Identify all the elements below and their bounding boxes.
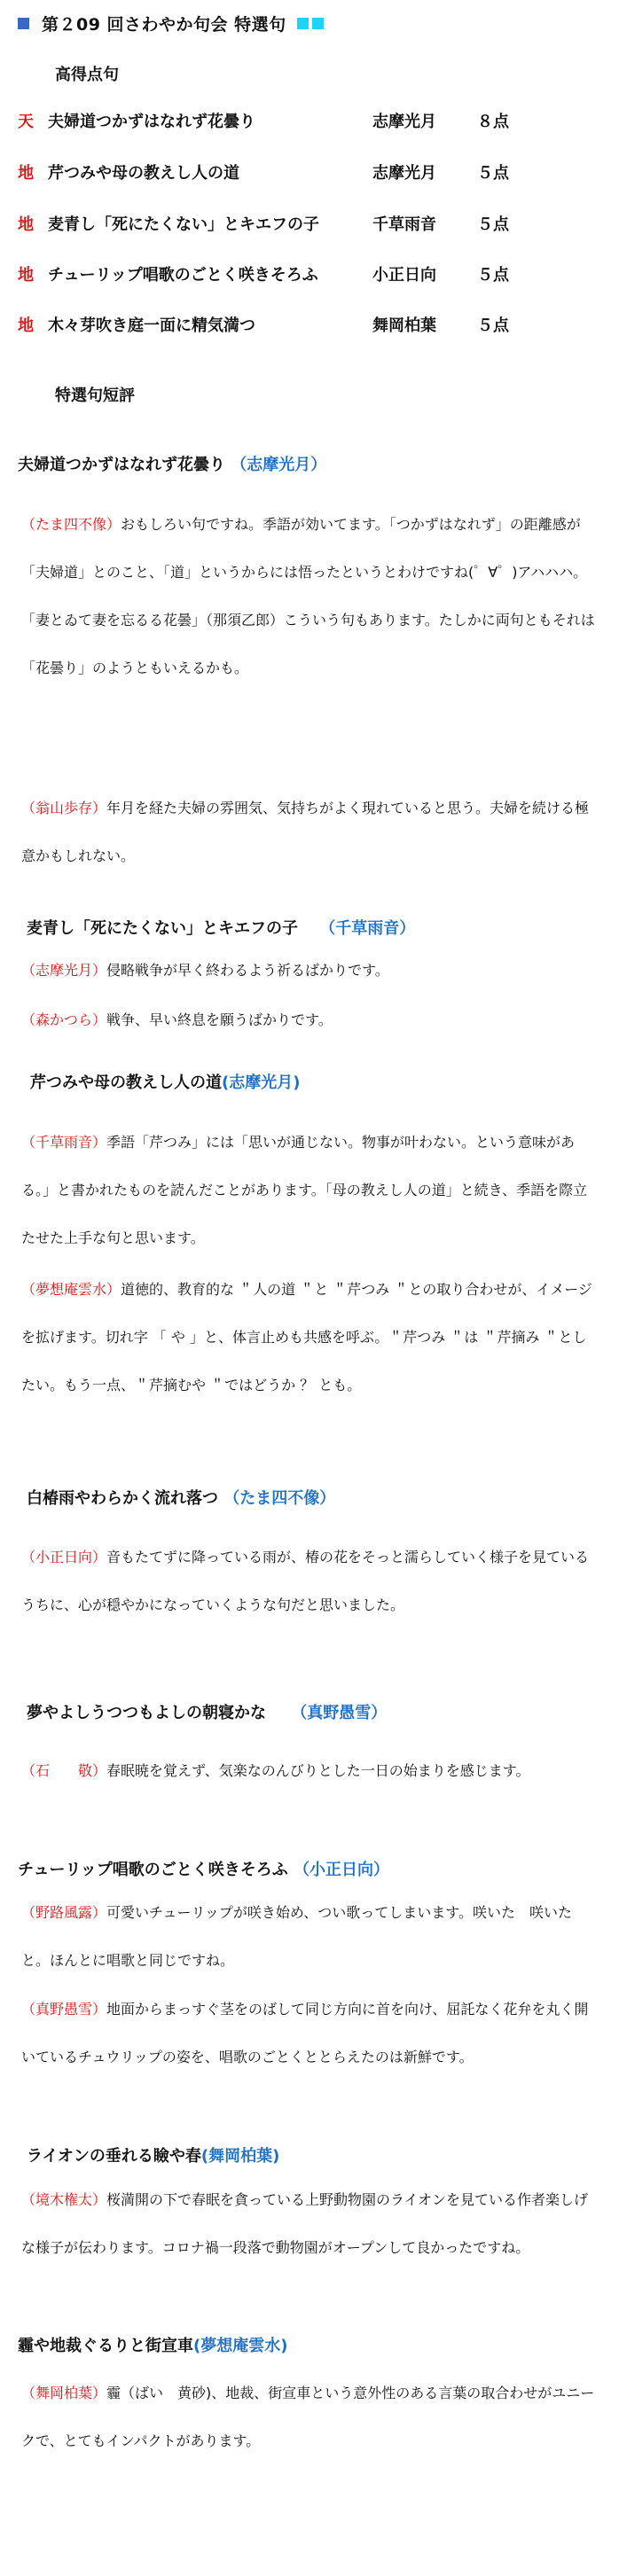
ranking-row	[18, 212, 603, 235]
rank-points: ５点	[477, 316, 509, 335]
critique-heading	[18, 452, 326, 475]
critique-heading	[18, 2333, 287, 2356]
critique-haiku: 夫婦道つかずはなれず花曇り	[18, 456, 225, 474]
comment-text: 季語「芹つみ」には「思いが通じない。物事が叶わない。という意味がある。」と書かれたものを読んだことがあります。「母の教えし人の道」と続き、季語を際立たせた上手な句と思います。	[21, 1134, 588, 1246]
critique-heading	[30, 1070, 300, 1093]
critique-poet: (志摩光月)	[222, 1073, 301, 1092]
critic-name: （たま四不像）	[21, 516, 121, 533]
critic-name: （夢想庵雲水）	[21, 1281, 121, 1298]
cyan-square-icon	[312, 18, 324, 29]
rank-mark: 地	[18, 316, 34, 335]
rank-points: ５点	[477, 164, 509, 183]
comment-paragraph	[21, 1889, 598, 1985]
critique-poet: （千草雨音）	[319, 919, 416, 938]
rank-author: 千草雨音	[372, 215, 436, 234]
critic-name: （石 敬）	[21, 1762, 107, 1779]
comment-text: 年月を経た夫婦の雰囲気、気持ちがよく現れていると思う。夫婦を続ける極意かもしれない。	[21, 800, 590, 864]
critic-name: （野路風露）	[21, 1904, 107, 1921]
rank-haiku: 麦青し「死にたくない」とキエフの子	[48, 215, 319, 234]
comment-text: 地面からまっすぐ茎をのばして同じ方向に首を向け、屈託なく花弁を丸く開いているチュウリップの姿を、唱歌のごとくととらえたのは新鮮です。	[21, 2001, 589, 2065]
critique-haiku: チューリップ唱歌のごとく咲きそろふ	[18, 1861, 288, 1879]
critique-haiku: 霾や地裁ぐるりと街宣車	[18, 2337, 193, 2355]
rank-author: 志摩光月	[372, 113, 436, 131]
rank-points: ８点	[477, 113, 509, 131]
critic-name: （翁山歩存）	[21, 800, 107, 816]
comment-paragraph	[21, 996, 598, 1044]
comment-paragraph	[21, 785, 598, 880]
comment-paragraph	[21, 1747, 598, 1795]
ranking-row	[18, 109, 603, 132]
comment-paragraph	[21, 1266, 598, 1409]
critique-haiku: 麦青し「死にたくない」とキエフの子	[27, 919, 298, 938]
comment-text: 音もたてずに降っている雨が、椿の花をそっと濡らしていく様子を見ているうちに、心が穏やかになっていくような句だと思いました。	[21, 1549, 590, 1613]
critique-poet: （志摩光月）	[231, 456, 327, 474]
comment-paragraph	[21, 1986, 598, 2081]
high-score-section-label: 高得点句	[55, 66, 119, 84]
blue-square-icon	[18, 18, 29, 29]
critic-name: （境木権太）	[21, 2191, 107, 2208]
critique-heading	[18, 1857, 389, 1880]
critic-name: （小正日向）	[21, 1549, 107, 1565]
comment-paragraph	[21, 501, 598, 692]
comment-paragraph	[21, 2369, 598, 2465]
critic-name: （千草雨音）	[21, 1134, 107, 1151]
critique-poet: （真野愚雪）	[291, 1704, 388, 1722]
comment-text: 戦争、早い終息を願うばかりです。	[106, 1011, 333, 1028]
comment-text: 霾（ばい 黄砂)、地裁、街宣車という意外性のある言葉の取合わせがユニークで、とてもインパクトがあります。	[21, 2385, 595, 2449]
ranking-row	[18, 160, 603, 183]
rank-mark: 地	[18, 215, 34, 234]
ranking-row	[18, 313, 603, 336]
critique-haiku: ライオンの垂れる瞼や春	[27, 2147, 201, 2166]
critique-heading	[27, 2143, 279, 2166]
critique-section-label: 特選句短評	[55, 386, 135, 405]
rank-haiku: チューリップ唱歌のごとく咲きそろふ	[48, 266, 318, 285]
page-title: 第２09 回さわやか句会 特選句	[42, 14, 286, 35]
critic-name: （志摩光月）	[21, 962, 107, 979]
critique-haiku: 白椿雨やわらかく流れ落つ	[27, 1489, 218, 1508]
rank-author: 志摩光月	[372, 164, 436, 183]
critic-name: （森かつら）	[21, 1011, 107, 1028]
critique-poet: (夢想庵雲水)	[193, 2337, 288, 2355]
comment-paragraph	[21, 2176, 598, 2272]
rank-author: 舞岡柏葉	[372, 316, 436, 335]
comment-text: 侵略戦争が早く終わるよう祈るばかりです。	[106, 962, 389, 979]
rank-mark: 地	[18, 266, 34, 285]
comment-text: おもしろい句ですね。季語が効いてます。「つかずはなれず」の距離感が「夫婦道」とのこと、「道」というからには悟ったというとわけですね(゜∀゜)アハハハ。「妻とゐて妻を忘るる花曇」（那須乙郎）こういう句もあります。たしかに両句ともそれは「花曇り」のようともいえるかも。	[21, 516, 595, 676]
critique-heading	[27, 1486, 335, 1509]
page-header	[18, 12, 324, 34]
comment-paragraph	[21, 1119, 598, 1262]
critique-poet: （小正日向）	[294, 1861, 390, 1879]
rank-haiku: 芹つみや母の教えし人の道	[48, 164, 239, 183]
critique-poet: (舞岡柏葉)	[200, 2147, 280, 2166]
rank-haiku: 木々芽吹き庭一面に精気満つ	[48, 316, 255, 335]
comment-text: 桜満開の下で春眠を貪っている上野動物園のライオンを見ている作者楽しげな様子が伝わります。コロナ禍一段落で動物園がオープンして良かったですね。	[21, 2191, 589, 2256]
rank-haiku: 夫婦道つかずはなれず花曇り	[48, 113, 255, 131]
rank-points: ５点	[477, 266, 509, 285]
cyan-square-icon	[297, 18, 309, 29]
comment-paragraph	[21, 947, 598, 995]
rank-author: 小正日向	[372, 266, 436, 285]
critic-name: （真野愚雪）	[21, 2001, 107, 2018]
critique-poet: （たま四不像）	[223, 1489, 336, 1508]
comment-paragraph	[21, 1534, 598, 1629]
rank-points: ５点	[477, 215, 509, 234]
rank-mark: 地	[18, 164, 34, 183]
critique-heading	[27, 1700, 387, 1723]
critique-haiku: 夢やよしうつつもよしの朝寝かな	[27, 1704, 266, 1722]
critic-name: （舞岡柏葉）	[21, 2385, 107, 2401]
comment-text: 春眠暁を覚えず、気楽なのんびりとした一日の始まりを感じます。	[106, 1762, 530, 1779]
critique-heading	[27, 916, 415, 939]
comment-text: 可愛いチューリップが咲き始め、つい歌ってしまいます。咲いた 咲いたと。ほんとに唱歌と同じですね。	[21, 1904, 572, 1969]
rank-mark: 天	[18, 113, 34, 131]
comment-text: 道徳的、教育的な ＂人の道 ＂と ＂芹つみ ＂との取り合わせが、イメージを拡げます。切れ字 「 や 」と、体言止めも共感を呼ぶ。＂芹つみ ＂は ＂芹摘み ＂としたい。もう一点、＂芹摘むや ＂ではどうか ？ とも。	[21, 1281, 592, 1393]
ranking-row	[18, 262, 603, 285]
critique-haiku: 芹つみや母の教えし人の道	[30, 1073, 222, 1092]
